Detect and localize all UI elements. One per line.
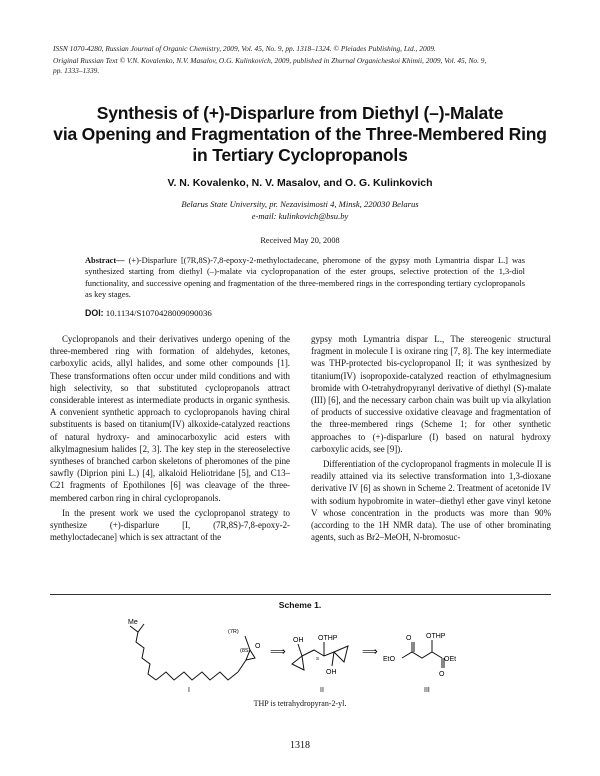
paragraph: gypsy moth Lymantria dispar L., The stereogenic structural fragment in molecule I is oxirane ring [7, 8]. The key intermediate was THP-protected bis-cyclopropanol II; it was synthesized by titanium(IV) isopropoxide-catalyzed reaction of ethylmagnesium bromide with O-tetrahydropyranyl derivative of diethyl (S)-malate (III) [6], and the necessary carbon chain was built up via alkylation of products of successive oxidative cleavage and fragmentation of the three-membered rings (Scheme 1; for other synthetic approaches to (+)-disparlure (I) based on natural hydroxy carboxylic acids, see [9]). <box>311 334 551 454</box>
epoxide-oxygen-label: O <box>255 643 261 650</box>
ethoxy-label: OEt <box>444 656 457 663</box>
stereocenter-label: S <box>316 656 320 661</box>
methyl-label: Me <box>128 619 138 626</box>
hydroxyl-label: OH <box>326 669 337 676</box>
paragraph: Differentiation of the cyclopropanol fragments in molecule II is readily attained via its selective transformation into 1,3-dioxane derivative IV [6] as shown in Scheme 2. Treatment of acetonide IV with sodium hypobromite in water–diethyl ether gave vinyl ketone V whose concentration in the products was more than 90% (according to the 1H NMR data). The use of other brominating agents, such as Br2–MeOH, N-bromosuc- <box>311 459 551 543</box>
retrosynthesis-arrow-1: ⟹ <box>270 646 286 658</box>
author-list: V. N. Kovalenko, N. V. Masalov, and O. G. Kulinkovich <box>167 177 433 189</box>
title-line-2: via Opening and Fragmentation of the Three-Membered Ring <box>53 124 547 144</box>
affiliation-email[interactable]: e-mail: kulinkovich@bsu.by <box>251 211 349 221</box>
cyclopropane-ring <box>292 656 304 670</box>
oh-bond <box>298 644 302 656</box>
malate-ester-structure <box>402 640 444 668</box>
journal-header-line-2: Original Russian Text © V.N. Kovalenko, N.V. Masalov, O.G. Kulinkovich, 2009, published in Zhurnal Organicheskoi Khimii, 2009, Vol. 45, No. 9, <box>53 56 487 65</box>
cyclopropane-ring <box>334 646 348 662</box>
othp-label: OTHP <box>318 635 338 642</box>
carbon-chain-bonds <box>136 632 156 680</box>
doi-value[interactable]: 10.1134/S1070428009090036 <box>105 308 212 318</box>
scheme-footnote: THP is tetrahydropyran-2-yl. <box>253 699 347 708</box>
article-title <box>40 103 560 166</box>
body-column-right <box>311 333 551 543</box>
abstract-text: (+)-Disparlure [(7R,8S)-7,8-epoxy-2-methyloctadecane, pheromone of the gypsy moth Lymantria dispar L.] was synthesized starting from diethyl (–)-malate via cyclopropanation of the ester groups, selective protection of the 1,3-diol functionality, and successive opening and fragmentation of the three-membered rings in the corresponding tertiary cyclopropanols as key stages. <box>85 256 525 299</box>
compound-label-iii: III <box>424 687 430 694</box>
abstract-label: Abstract— <box>85 256 125 265</box>
stereo-label-8s: (8S) <box>240 648 251 654</box>
scheme-title: Scheme 1. <box>278 600 322 610</box>
hydroxyl-label: OH <box>293 637 304 644</box>
scheme-divider <box>50 594 551 595</box>
paragraph: Cyclopropanols and their derivatives undergo opening of the three-membered ring with formation of aldehydes, ketones, carboxylic acids, allyl halides, and some other compounds [1]. These transformations often occur under mild conditions and with high selectivity, so that substituted cyclopropanols attract considerable interest as intermediate products in organic synthesis. A convenient synthetic approach to cyclopropanols having chiral substituents is based on titanium(IV) alkoxide-catalyzed reactions of natural hydroxy- and aminocarboxylic acid esters with alkylmagnesium halides [2, 3]. The key step in the stereoselective syntheses of branched carbon skeletons of pheromones of the pine sawfly (Diprion pini L.) [4], alkaloid Heliotridane [5], and C13–C21 fragments of Epothilones [6] was cleavage of the three-membered carbon ring in chiral cyclopropanols. <box>50 334 290 503</box>
affiliation-address: Belarus State University, pr. Nezavisimosti 4, Minsk, 220030 Belarus <box>181 199 419 209</box>
ethoxy-label: EtO <box>383 656 396 663</box>
stereo-label-7r: (7R) <box>228 629 239 635</box>
doi <box>85 308 212 318</box>
title-line-1: Synthesis of (+)-Disparlure from Diethyl (–)-Malate <box>96 103 504 123</box>
carbonyl-oxygen-label: O <box>439 671 445 678</box>
received-date: Received May 20, 2008 <box>260 236 340 245</box>
doi-label: DOI: <box>85 308 104 318</box>
journal-header-line-3: pp. 1333–1339. <box>53 66 100 75</box>
carbonyl-oxygen-label: O <box>406 635 412 642</box>
title-line-3: in Tertiary Cyclopropanols <box>192 145 408 165</box>
compound-label-i: I <box>188 687 190 694</box>
carbon-chain-bonds <box>156 672 238 680</box>
compound-label-ii: II <box>320 687 324 694</box>
biscyclopropanol-structure <box>292 642 348 670</box>
page-number: 1318 <box>290 740 310 751</box>
journal-header-line-1: ISSN 1070-4280, Russian Journal of Organic Chemistry, 2009, Vol. 45, No. 9, pp. 1318–1324. © Pleiades Publishing, Ltd., 2009. <box>53 44 436 53</box>
scheme-1-structures <box>100 612 500 694</box>
backbone-bonds <box>402 652 442 658</box>
body-column-left <box>50 333 290 543</box>
oh-bond <box>332 652 334 666</box>
othp-label: OTHP <box>426 633 446 640</box>
paragraph: In the present work we used the cyclopropanol strategy to synthesize (+)-disparlure [I, (7R,8S)-7,8-epoxy-2-methyloctadecane] which is sex attractant of the <box>50 507 290 543</box>
retrosynthesis-arrow-2: ⟹ <box>362 646 378 658</box>
affiliation <box>0 198 600 222</box>
abstract <box>85 255 525 300</box>
